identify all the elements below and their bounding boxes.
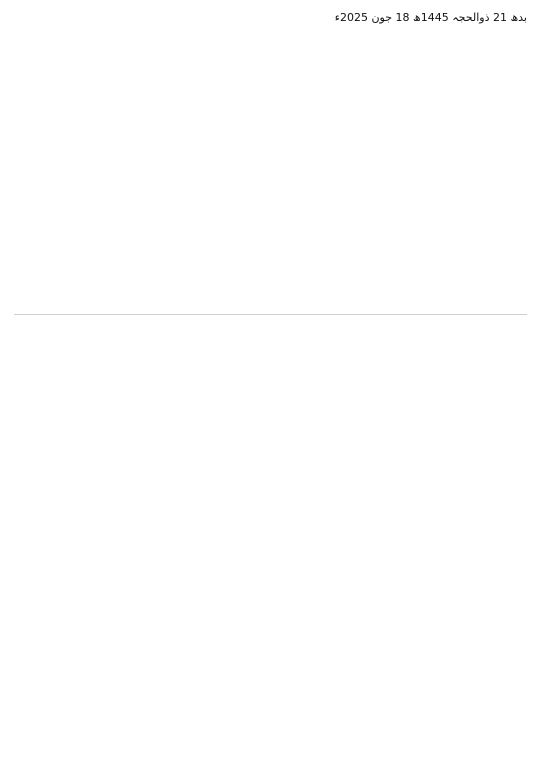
article-line: [14, 715, 527, 736]
issue-date: بدھ 21 ذوالحجہ 1445ھ 18 جون 2025ء: [334, 11, 527, 24]
section-divider: [14, 314, 527, 315]
article-line: [14, 505, 527, 526]
subheadline-line: [14, 82, 527, 103]
article-line: [14, 673, 527, 694]
subheadline-line: [14, 103, 527, 124]
subheadline-line: [14, 145, 527, 166]
article-line: [14, 463, 527, 484]
subheadline-line: [14, 229, 527, 250]
article-line: [14, 568, 527, 589]
subheadline-line: [14, 208, 527, 229]
article-line: [14, 610, 527, 631]
main-headline: [14, 54, 527, 76]
article-line: [14, 400, 527, 421]
article-line: [14, 358, 527, 379]
subheadline-line: [14, 124, 527, 145]
article-line: [14, 589, 527, 610]
article-body: [14, 337, 527, 778]
article-line: [14, 526, 527, 547]
subheadline-line: [14, 271, 527, 292]
article-line: [14, 379, 527, 400]
article-line: [14, 484, 527, 505]
article-line: [14, 694, 527, 715]
article-line: [14, 631, 527, 652]
headline-block: [14, 54, 527, 292]
subheadline-line: [14, 166, 527, 187]
article-line: [14, 421, 527, 442]
article-line: [14, 757, 527, 778]
article-line: [14, 736, 527, 757]
subheadline-line: [14, 250, 527, 271]
subheadline-line: [14, 187, 527, 208]
article-line: [14, 337, 527, 358]
article-line: [14, 547, 527, 568]
article-line: [14, 652, 527, 673]
article-line: [14, 442, 527, 463]
